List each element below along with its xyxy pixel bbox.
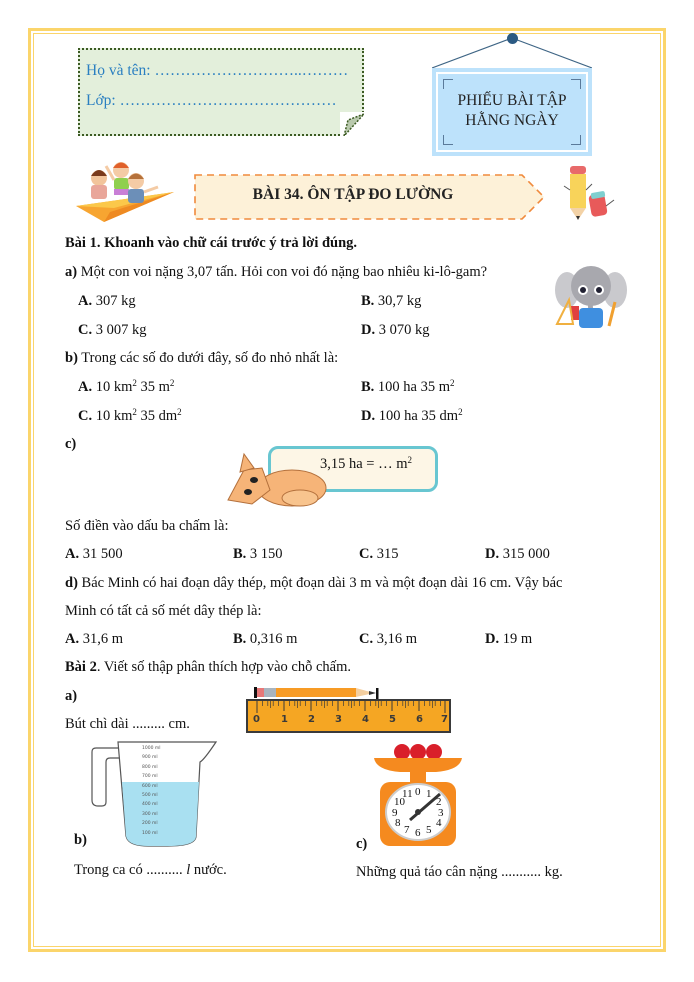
dial-number: 6 <box>415 827 421 839</box>
dial-number: 1 <box>426 788 432 800</box>
student-info-card <box>78 48 364 136</box>
sign-title-line2: HẰNG NGÀY <box>465 112 559 129</box>
ruler-tick-label: 4 <box>362 714 369 725</box>
equation-text: 3,15 ha = … m <box>320 456 408 472</box>
option-letter: D. <box>485 631 500 647</box>
question-a-label: a) <box>65 264 78 280</box>
superscript: 2 <box>177 407 182 417</box>
option-b-C[interactable] <box>78 408 182 425</box>
option-d-B[interactable] <box>233 631 297 648</box>
option-a-D[interactable] <box>361 322 429 339</box>
jug-mark: 500 ml <box>142 793 158 799</box>
option-a-C[interactable] <box>78 322 146 339</box>
unit-litre: l <box>186 862 191 878</box>
option-letter: D. <box>361 408 376 424</box>
question-b <box>65 350 338 367</box>
option-text: 30,7 kg <box>374 293 422 309</box>
question-c-label: c) <box>65 436 77 452</box>
superscript: 2 <box>450 378 455 388</box>
ruler-labels <box>246 714 452 730</box>
option-text: 315 <box>373 546 399 562</box>
option-d-D[interactable] <box>485 631 532 648</box>
answer-prompt: Trong ca có .......... <box>74 862 187 878</box>
option-text: 31,6 m <box>79 631 124 647</box>
question-2a-label: a) <box>65 688 78 704</box>
jug-mark: 400 ml <box>142 802 158 808</box>
lesson-title: BÀI 34. ÔN TẬP ĐO LƯỜNG <box>252 186 454 203</box>
superscript: 2 <box>458 407 463 417</box>
jug-mark: 300 ml <box>142 811 158 817</box>
question-d-label: d) <box>65 575 78 591</box>
option-text: 10 km <box>92 379 133 395</box>
option-letter: C. <box>78 322 93 338</box>
option-b-A[interactable] <box>78 379 174 396</box>
option-letter: C. <box>78 408 93 424</box>
option-c-D[interactable] <box>485 546 550 563</box>
option-letter: B. <box>361 293 375 309</box>
question-d-text-line1: Bác Minh có hai đoạn dây thép, một đoạn dài 3 m và một đoạn dài 16 cm. Vậy bác <box>77 575 563 591</box>
option-text: 35 dm <box>136 408 178 424</box>
option-c-B[interactable] <box>233 546 283 563</box>
superscript: 2 <box>132 378 137 388</box>
ruler-tick-label: 0 <box>253 714 260 725</box>
jug-mark: 800 ml <box>142 764 158 770</box>
elephant-illustration <box>553 262 629 334</box>
jug-mark: 200 ml <box>142 821 158 827</box>
scale-dial-numbers <box>378 782 458 842</box>
jug-mark: 600 ml <box>142 783 158 789</box>
jug-scale-marks <box>142 744 202 838</box>
dial-number: 2 <box>436 796 442 808</box>
superscript: 2 <box>132 407 137 417</box>
cat-illustration <box>222 450 332 508</box>
option-text: 100 ha 35 dm <box>375 408 459 424</box>
superscript: 2 <box>407 455 413 465</box>
option-letter: C. <box>359 546 374 562</box>
dial-number: 11 <box>402 788 413 800</box>
dial-number: 4 <box>436 817 442 829</box>
option-d-C[interactable] <box>359 631 417 648</box>
question-2a-text: Bút chì dài ......... cm. <box>65 716 190 732</box>
question-2b-label: b) <box>74 832 87 848</box>
exercise1-title: Bài 1. Khoanh vào chữ cái trước ý trả lời đúng. <box>65 235 358 251</box>
option-letter: A. <box>65 631 80 647</box>
dial-number: 0 <box>415 786 421 798</box>
dial-number: 8 <box>395 817 401 829</box>
page-curl-icon <box>340 112 364 136</box>
student-class-field[interactable]: Lớp: …………………………………… <box>86 92 337 109</box>
ruler-tick-label: 3 <box>335 714 342 725</box>
option-letter: D. <box>361 322 376 338</box>
question-b-label: b) <box>65 350 78 366</box>
sign-title-line1: PHIẾU BÀI TẬP <box>457 92 567 109</box>
exercise2-title <box>65 659 351 676</box>
option-letter: C. <box>359 631 374 647</box>
question-d <box>65 575 562 592</box>
option-text: 19 m <box>499 631 533 647</box>
option-text: 100 ha 35 m <box>374 379 451 395</box>
ruler-tick-label: 7 <box>441 714 448 725</box>
option-text: 31 500 <box>79 546 123 562</box>
option-text: 3 070 kg <box>375 322 430 338</box>
daily-worksheet-sign <box>432 68 592 156</box>
pencil-eraser-illustration <box>560 164 620 224</box>
option-letter: A. <box>78 293 93 309</box>
exercise2-title-bold: Bài 2 <box>65 659 97 675</box>
superscript: 2 <box>169 378 175 388</box>
ruler-tick-label: 2 <box>308 714 315 725</box>
option-text: 3,16 m <box>373 631 418 647</box>
dial-number: 10 <box>394 796 405 808</box>
question-b-text: Trong các số đo dưới đây, số đo nhỏ nhất là: <box>77 350 339 366</box>
dial-number: 7 <box>404 824 410 836</box>
kids-paper-plane-illustration <box>74 154 184 224</box>
exercise2-title-text: . Viết số thập phân thích hợp vào chỗ chấm. <box>96 659 352 675</box>
option-text: 0,316 m <box>246 631 298 647</box>
option-letter: B. <box>233 631 247 647</box>
dial-number: 5 <box>426 824 432 836</box>
ruler-tick-label: 1 <box>281 714 288 725</box>
option-letter: D. <box>485 546 500 562</box>
question-d-text-line2: Minh có tất cả số mét dây thép là: <box>65 603 262 619</box>
option-text: 315 000 <box>499 546 550 562</box>
dial-number: 3 <box>438 807 444 819</box>
jug-mark: 1000 ml <box>142 746 161 751</box>
jug-mark: 700 ml <box>142 774 158 780</box>
option-a-B[interactable] <box>361 293 421 310</box>
jug-mark: 100 ml <box>142 830 158 836</box>
question-2c-label: c) <box>356 836 368 852</box>
option-b-D[interactable] <box>361 408 463 425</box>
option-text: 10 km <box>92 408 133 424</box>
question-c-text: Số điền vào dấu ba chấm là: <box>65 518 229 534</box>
option-b-B[interactable] <box>361 379 455 396</box>
student-name-field[interactable]: Họ và tên: ………………………..……… <box>86 62 349 79</box>
question-a-text: Một con voi nặng 3,07 tấn. Hỏi con voi đó nặng bao nhiêu ki-lô-gam? <box>77 264 488 280</box>
option-c-C[interactable] <box>359 546 398 563</box>
question-a <box>65 264 487 281</box>
option-letter: A. <box>78 379 93 395</box>
jug-mark: 900 ml <box>142 755 158 761</box>
answer-suffix: nước. <box>190 862 227 878</box>
option-d-A[interactable] <box>65 631 123 648</box>
option-letter: B. <box>233 546 247 562</box>
ruler-tick-label: 5 <box>389 714 396 725</box>
option-text: 35 m <box>136 379 170 395</box>
ruler-tick-label: 6 <box>416 714 423 725</box>
option-c-A[interactable] <box>65 546 123 563</box>
option-letter: A. <box>65 546 80 562</box>
dial-number: 9 <box>392 807 398 819</box>
question-2c-text: Những quả táo cân nặng ........... kg. <box>356 864 563 880</box>
option-text: 307 kg <box>92 293 136 309</box>
question-2b-text <box>74 862 227 879</box>
option-letter: B. <box>361 379 375 395</box>
pin-icon <box>507 33 518 44</box>
option-text: 3 150 <box>246 546 283 562</box>
option-text: 3 007 kg <box>92 322 147 338</box>
option-a-A[interactable] <box>78 293 136 310</box>
bubble-equation <box>320 456 412 473</box>
